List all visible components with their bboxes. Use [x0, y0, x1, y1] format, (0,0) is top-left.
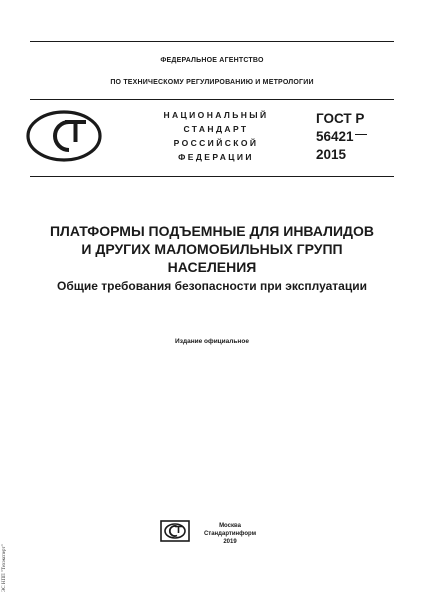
document-title — [20, 222, 404, 276]
gost-label: ГОСТ Р — [316, 111, 365, 126]
national-line-2: СТАНДАРТ — [183, 124, 249, 134]
national-line-3: РОССИЙСКОЙ — [173, 138, 259, 148]
gost-designation — [316, 110, 396, 164]
top-rule — [30, 41, 394, 42]
national-line-1: НАЦИОНАЛЬНЫЙ — [163, 110, 269, 120]
national-line-4: ФЕДЕРАЦИИ — [178, 152, 254, 162]
agency-line-2: ПО ТЕХНИЧЕСКОМУ РЕГУЛИРОВАНИЮ И МЕТРОЛОГИИ — [110, 79, 314, 86]
gost-rst-emblem-icon — [24, 108, 104, 164]
national-standard-label — [152, 108, 280, 164]
gost-number: 56421 — [316, 129, 354, 144]
side-stamp-text: ЭС НПП "Техэксперт" — [2, 544, 7, 592]
edition-note: Издание официальное — [175, 338, 249, 345]
standard-rule — [30, 176, 394, 177]
title-line-3: НАСЕЛЕНИЯ — [167, 259, 257, 275]
gost-year: 2015 — [316, 147, 347, 162]
document-subtitle: Общие требования безопасности при эксплуатации — [57, 279, 367, 293]
publisher-block — [200, 522, 260, 546]
publisher-city: Москва — [219, 523, 241, 529]
gost-dash — [355, 134, 367, 136]
side-stamp — [2, 520, 12, 600]
title-line-1: ПЛАТФОРМЫ ПОДЪЕМНЫЕ ДЛЯ ИНВАЛИДОВ — [49, 223, 374, 239]
publisher-name: Стандартинформ — [203, 531, 257, 537]
standartinform-logo-icon — [160, 520, 190, 542]
title-line-2: И ДРУГИХ МАЛОМОБИЛЬНЫХ ГРУПП — [81, 241, 343, 257]
agency-line-1: ФЕДЕРАЛЬНОЕ АГЕНТСТВО — [160, 57, 264, 64]
header-rule — [30, 99, 394, 100]
publisher-year: 2019 — [223, 539, 237, 545]
